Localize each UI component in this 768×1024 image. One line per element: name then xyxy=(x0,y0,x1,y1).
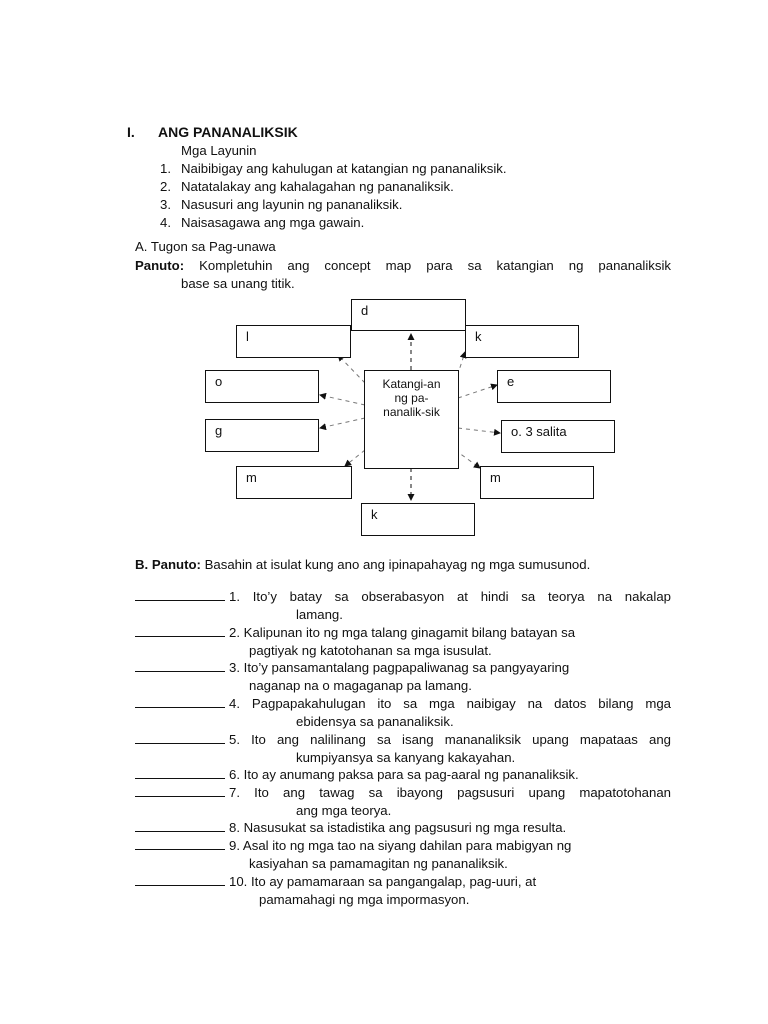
answer-blank[interactable] xyxy=(135,731,225,744)
center-line: ng pa- xyxy=(394,391,429,405)
map-box-top-left[interactable]: l xyxy=(236,325,351,358)
objective-num: 3. xyxy=(160,197,171,212)
answer-blank[interactable] xyxy=(135,659,225,672)
objectives-heading: Mga Layunin xyxy=(181,143,257,158)
answer-blank[interactable] xyxy=(135,766,225,779)
answer-blank[interactable] xyxy=(135,695,225,708)
question-item xyxy=(135,766,671,784)
objective-text: Nasusuri ang layunin ng pananaliksik. xyxy=(181,197,403,212)
question-item xyxy=(135,731,671,766)
objective-text: Natatalakay ang kahalagahan ng pananaliksik. xyxy=(181,179,454,194)
map-box-top[interactable]: d xyxy=(351,299,466,331)
answer-blank[interactable] xyxy=(135,588,225,601)
question-line1: 6. Ito ay anumang paksa para sa pag-aaral ng pananaliksik. xyxy=(229,767,579,782)
map-box-bottom[interactable]: k xyxy=(361,503,475,536)
center-line: nanalik-sik xyxy=(383,405,440,419)
question-line2: ang mga teorya. xyxy=(296,802,392,818)
question-line1: 7. Ito ang tawag sa ibayong pagsusuri upang mapatotohanan xyxy=(229,785,671,800)
map-box-left-lower[interactable]: g xyxy=(205,419,319,452)
objective-num: 4. xyxy=(160,215,171,230)
question-line1: 5. Ito ang nalilinang sa isang mananaliksik upang mapataas ang xyxy=(229,732,671,747)
answer-blank[interactable] xyxy=(135,837,225,850)
question-item xyxy=(135,659,671,694)
question-line1: 10. Ito ay pamamaraan sa pangangalap, pag-uuri, at xyxy=(229,874,537,889)
part-a-instruction-cont: base sa unang titik. xyxy=(181,276,295,291)
map-box-top-right[interactable]: k xyxy=(465,325,579,358)
answer-blank[interactable] xyxy=(135,873,225,886)
instruction-line1: Kompletuhin ang concept map para sa katangian ng pananaliksik xyxy=(199,258,671,273)
center-line: Katangi-an xyxy=(382,377,441,391)
section-number: I. xyxy=(127,124,135,140)
question-line2: pagtiyak ng katotohanan sa mga isusulat. xyxy=(249,642,492,658)
question-line2: naganap na o magaganap pa lamang. xyxy=(249,677,472,693)
panuto-label: Panuto: xyxy=(135,258,185,273)
objective-text: Naibibigay ang kahulugan at katangian ng pananaliksik. xyxy=(181,161,507,176)
question-line1: 2. Kalipunan ito ng mga talang ginagamit bilang batayan sa xyxy=(229,625,576,640)
question-item xyxy=(135,624,671,659)
map-box-left-upper[interactable]: o xyxy=(205,370,319,403)
map-box-bottom-right[interactable]: m xyxy=(480,466,594,499)
objective-num: 2. xyxy=(160,179,171,194)
question-line2: kumpiyansya sa kanyang kakayahan. xyxy=(296,749,516,765)
question-item xyxy=(135,837,671,872)
question-line2: ebidensya sa pananaliksik. xyxy=(296,713,454,729)
map-box-right-lower[interactable]: o. 3 salita xyxy=(501,420,615,453)
answer-blank[interactable] xyxy=(135,784,225,797)
map-box-bottom-left[interactable]: m xyxy=(236,466,352,499)
question-line2: lamang. xyxy=(296,606,343,622)
objective-text: Naisasagawa ang mga gawain. xyxy=(181,215,365,230)
question-line1: 8. Nasusukat sa istadistika ang pagsusuri ng mga resulta. xyxy=(229,820,567,835)
question-line1: 9. Asal ito ng mga tao na siyang dahilan para mabigyan ng xyxy=(229,838,572,853)
question-item xyxy=(135,784,671,819)
question-line1: 1. Ito’y batay sa obserabasyon at hindi sa teorya na nakalap xyxy=(229,589,671,604)
part-a-heading: A. Tugon sa Pag-unawa xyxy=(135,239,276,254)
answer-blank[interactable] xyxy=(135,819,225,832)
question-item xyxy=(135,695,671,730)
part-b-label: B. Panuto: xyxy=(135,557,201,572)
part-b-instruction-text: Basahin at isulat kung ano ang ipinapahayag ng mga sumusunod. xyxy=(204,557,591,572)
question-item xyxy=(135,819,671,837)
question-item xyxy=(135,873,671,908)
concept-map-center xyxy=(364,370,459,469)
question-line1: 4. Pagpapakahulugan ito sa mga naibigay na datos bilang mga xyxy=(229,696,671,711)
objective-num: 1. xyxy=(160,161,171,176)
question-line1: 3. Ito’y pansamantalang pagpapaliwanag sa pangyayaring xyxy=(229,660,570,675)
section-title: ANG PANANALIKSIK xyxy=(158,124,298,140)
answer-blank[interactable] xyxy=(135,624,225,637)
part-b-instruction xyxy=(135,557,590,572)
map-box-right-upper[interactable]: e xyxy=(497,370,611,403)
question-item xyxy=(135,588,671,623)
question-line2: kasiyahan sa pamamagitan ng pananaliksik. xyxy=(249,855,508,871)
question-line2: pamamahagi ng mga impormasyon. xyxy=(259,891,470,907)
